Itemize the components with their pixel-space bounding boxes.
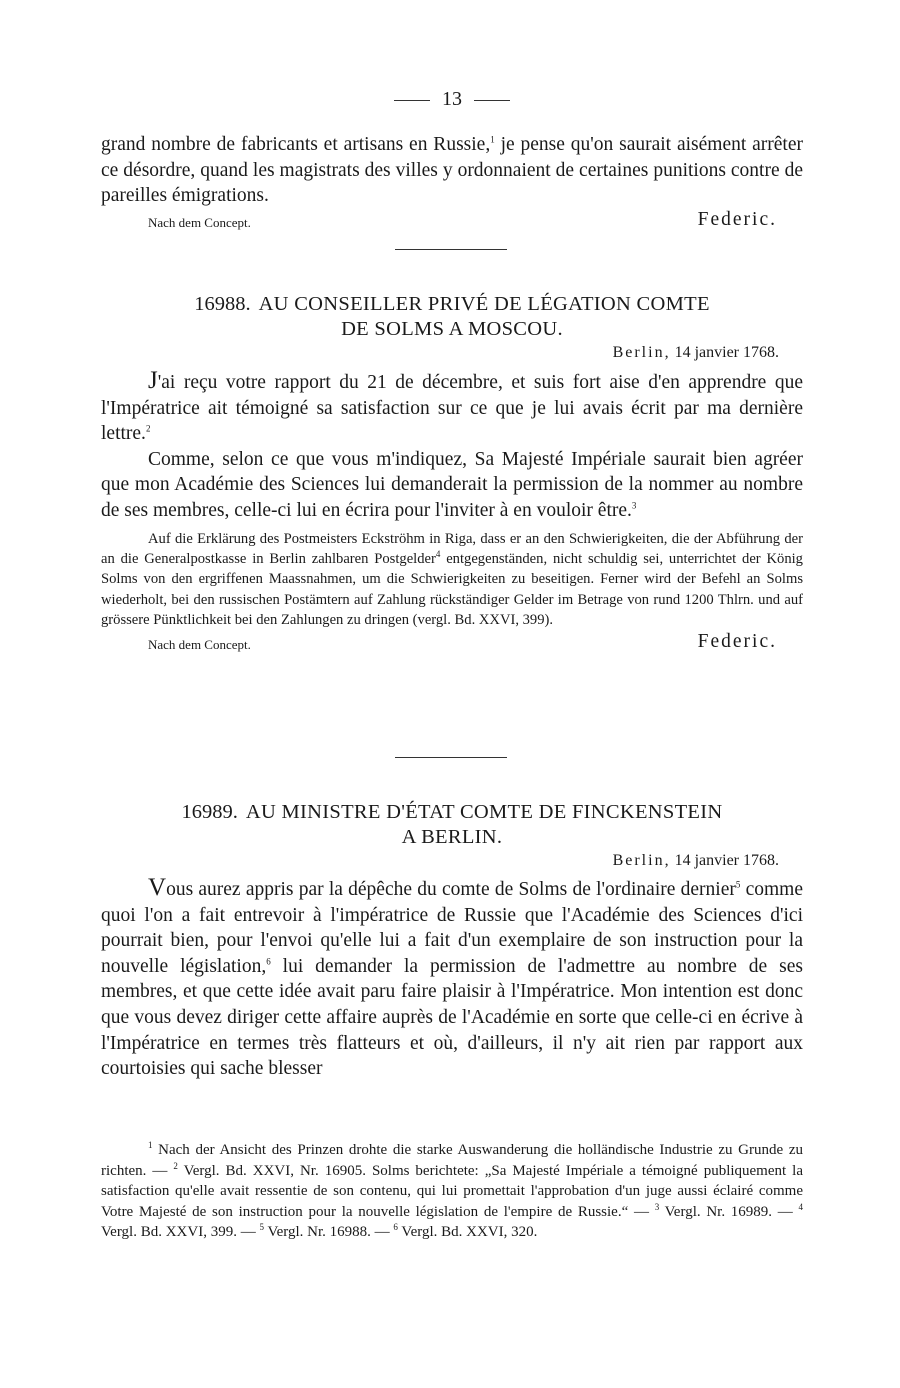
source-note: Nach dem Concept. [148,214,251,230]
footnote-text: $^1$ Nach der Ansicht des Prinzen drohte die starke Auswanderung die holländische Industrie zu Grunde zu richten. — $^2$ Vergl. Bd. XXVI, Nr. 16905. Solms berichtete: „Sa Majesté Impériale a témoigné publiquement la satisfaction qu'elle avait ressentie de son contenu, qui lui promettait l'approbation d'un juge aussi éclairé comme Votre Majesté de son instruction pour la nouvelle législation de l'empire de Russie.“ — $^3$ Vergl. Nr. 16989. — $^4$ Vergl. Bd. XXVI, 399. — $^5$ Vergl. Nr. 16988. — $^6$ Vergl. Bd. XXVI, 320. [101,1140,804,1241]
footnote-marker: 1 [148,1140,153,1150]
letter-16989 [101,800,803,1082]
footnote-marker: 6 [393,1222,398,1233]
footnote-ref: 4 [435,549,441,560]
footnote-ref: 5 [735,879,741,890]
letter-number: 16989. [181,801,238,823]
letter-paragraph: J'ai reçu votre rapport du 21 de décembre, et suis fort aise d'en apprendre que l'Impératrice ait témoigné sa satisfaction sur ce que je lui avais écrit par ma dernière lettre.$^2$ [101,367,803,445]
source-note: Nach dem Concept. [148,636,251,652]
signature: Federic. [697,208,777,230]
footnote-marker: 5 [259,1222,264,1233]
footnotes [101,1140,803,1243]
continuation-signature-row [101,209,803,235]
page-number-value: 13 [442,88,462,110]
dateline: Berlin, 14 janvier 1768. [612,852,779,869]
page-number [101,86,803,112]
letter-number: 16988. [194,293,251,315]
letter-title: 16989. AU MINISTRE D'ÉTAT COMTE DE FINCKENSTEIN [181,801,723,823]
separator-rule [395,249,507,250]
page-number-dash-left [394,100,430,101]
letter-title-line2: DE SOLMS A MOSCOU. [341,318,563,340]
continuation-block [101,132,803,235]
letter-signature-row [101,631,803,657]
letter-16988 [101,292,803,657]
footnote-marker: 4 [798,1201,804,1212]
footnote-marker: 3 [654,1201,660,1212]
letter-paragraph: Vous aurez appris par la dépêche du comte de Solms de l'ordinaire dernier$^5$ comme quoi l'on a fait entrevoir à l'impératrice de Russie que l'Académie des Sciences d'ici pourrait bien, pour l'envoi qu'elle lui a fait d'un exemplaire de son instruction pour la nouvelle législation,$^6$ lui demander la permission de l'admettre au nombre de ses membres, et que cette idée avait paru faire plaisir à l'Impératrice. Mon intention est donc que vous devez diriger cette affaire auprès de l'Académie en sorte que celle-ci en écrive à l'Impératrice en termes très flatteurs et où, d'ailleurs, il n'y ait rien par rapport aux courtoisies qui sache blesser [101,874,803,1080]
dateline: Berlin, 14 janvier 1768. [612,344,779,361]
letter-title-line2: A BERLIN. [401,826,503,848]
footnote-ref: 6 [266,956,271,967]
letter-title: 16988. AU CONSEILLER PRIVÉ DE LÉGATION COMTE [194,293,710,315]
footnote-marker: 2 [173,1160,178,1171]
footnote-ref: 1 [490,134,495,145]
letter-paragraph: Comme, selon ce que vous m'indiquez, Sa Majesté Impériale saurait bien agréer que mon Académie des Sciences lui demanderait la permission de la nommer au nombre de ses membres, celle-ci lui en écrira pour l'inviter à en vouloir être.$^3$ [101,448,803,521]
page-number-dash-right [474,100,510,101]
signature: Federic. [697,630,777,652]
separator-rule [395,757,507,758]
footnote-ref: 3 [631,500,637,511]
footnote-ref: 2 [145,423,151,434]
continuation-paragraph: grand nombre de fabricants et artisans en Russie,$^1$ je pense qu'on saurait aisément arrêter ce désordre, quand les magistrats des villes y ordonnaient de certaines punitions contre de pareilles émigrations. [101,134,803,207]
editorial-summary: Auf die Erklärung des Postmeisters Eckströhm in Riga, dass er an den Schwierigkeiten, die der Abführung der an die Generalpostkasse in Berlin zahlbaren Postgelder$^4$ entgegenständen, nicht schuldig sei, unterrichtet der König Solms von den ergriffenen Maassnahmen, um die Schwierigkeiten zu beseitigen. Ferner wird der Befehl an Solms wiederholt, bei den russischen Postämtern auf Zahlung rückständiger Gelder im Betrage von rund 1200 Thlrn. und auf grössere Pünktlichkeit bei den Zahlungen zu dringen (vergl. Bd. XXVI, 399). [101,530,803,629]
